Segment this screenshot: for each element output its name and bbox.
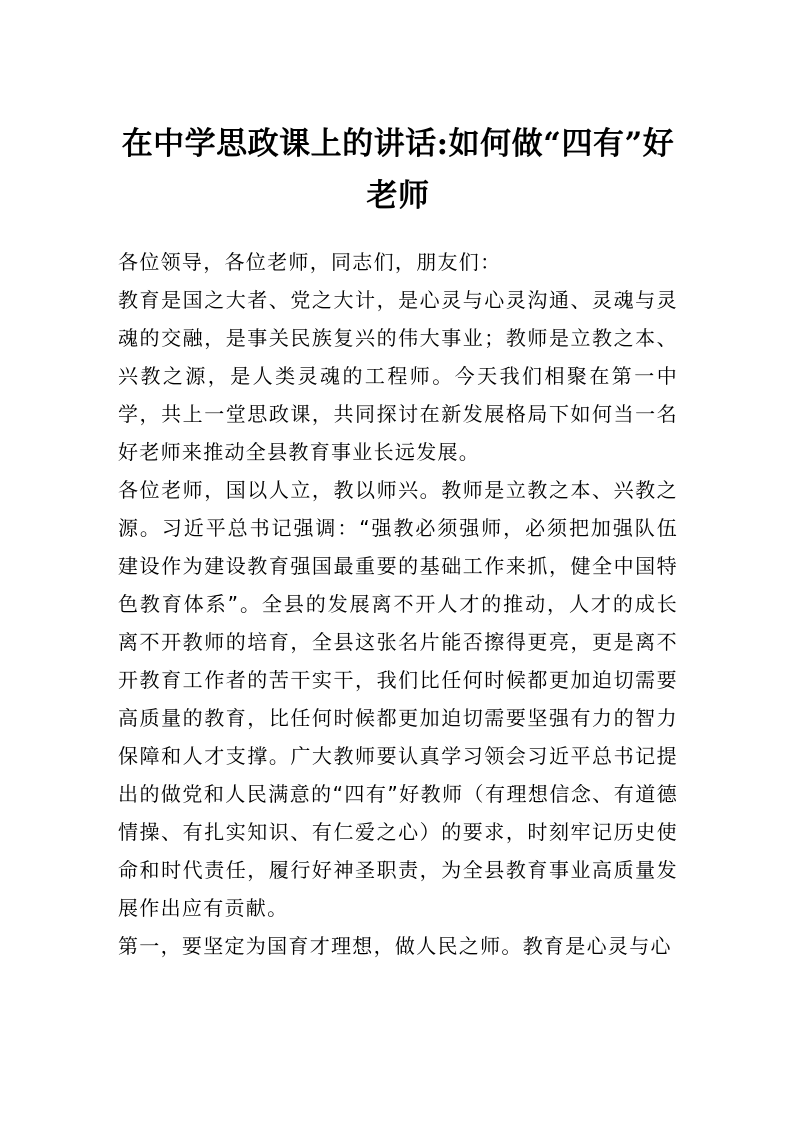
document-body [118, 243, 678, 965]
body-paragraph: 教育是国之大者、党之大计，是心灵与心灵沟通、灵魂与灵魂的交融，是事关民族复兴的伟大事业；教师是立教之本、兴教之源，是人类灵魂的工程师。今天我们相聚在第一中学，共上一堂思政课，共同探讨在新发展格局下如何当一名好老师来推动全县教育事业长远发展。 [118, 288, 678, 464]
document-title: 在中学思政课上的讲话:如何做“四有”好老师 [121, 126, 675, 214]
body-paragraph: 第一，要坚定为国育才理想，做人民之师。教育是心灵与心 [118, 934, 672, 958]
salutation-paragraph: 各位领导，各位老师，同志们，朋友们： [118, 250, 502, 274]
body-paragraph: 各位老师，国以人立，教以师兴。教师是立教之本、兴教之源。习近平总书记强调：“强教必须强师，必须把加强队伍建设作为建设教育强国最重要的基础工作来抓，健全中国特色教育体系”。全县的发展离不开人才的推动，人才的成长离不开教师的培育，全县这张名片能否擦得更亮，更是离不开教育工作者的苦干实干，我们比任何时候都更加迫切需要高质量的教育，比任何时候都更加迫切需要坚强有力的智力保障和人才支撑。广大教师要认真学习领会习近平总书记提出的做党和人民满意的“四有”好教师（有理想信念、有道德情操、有扎实知识、有仁爱之心）的要求，时刻牢记历史使命和时代责任，履行好神圣职责，为全县教育事业高质量发展作出应有贡献。 [118, 478, 678, 920]
